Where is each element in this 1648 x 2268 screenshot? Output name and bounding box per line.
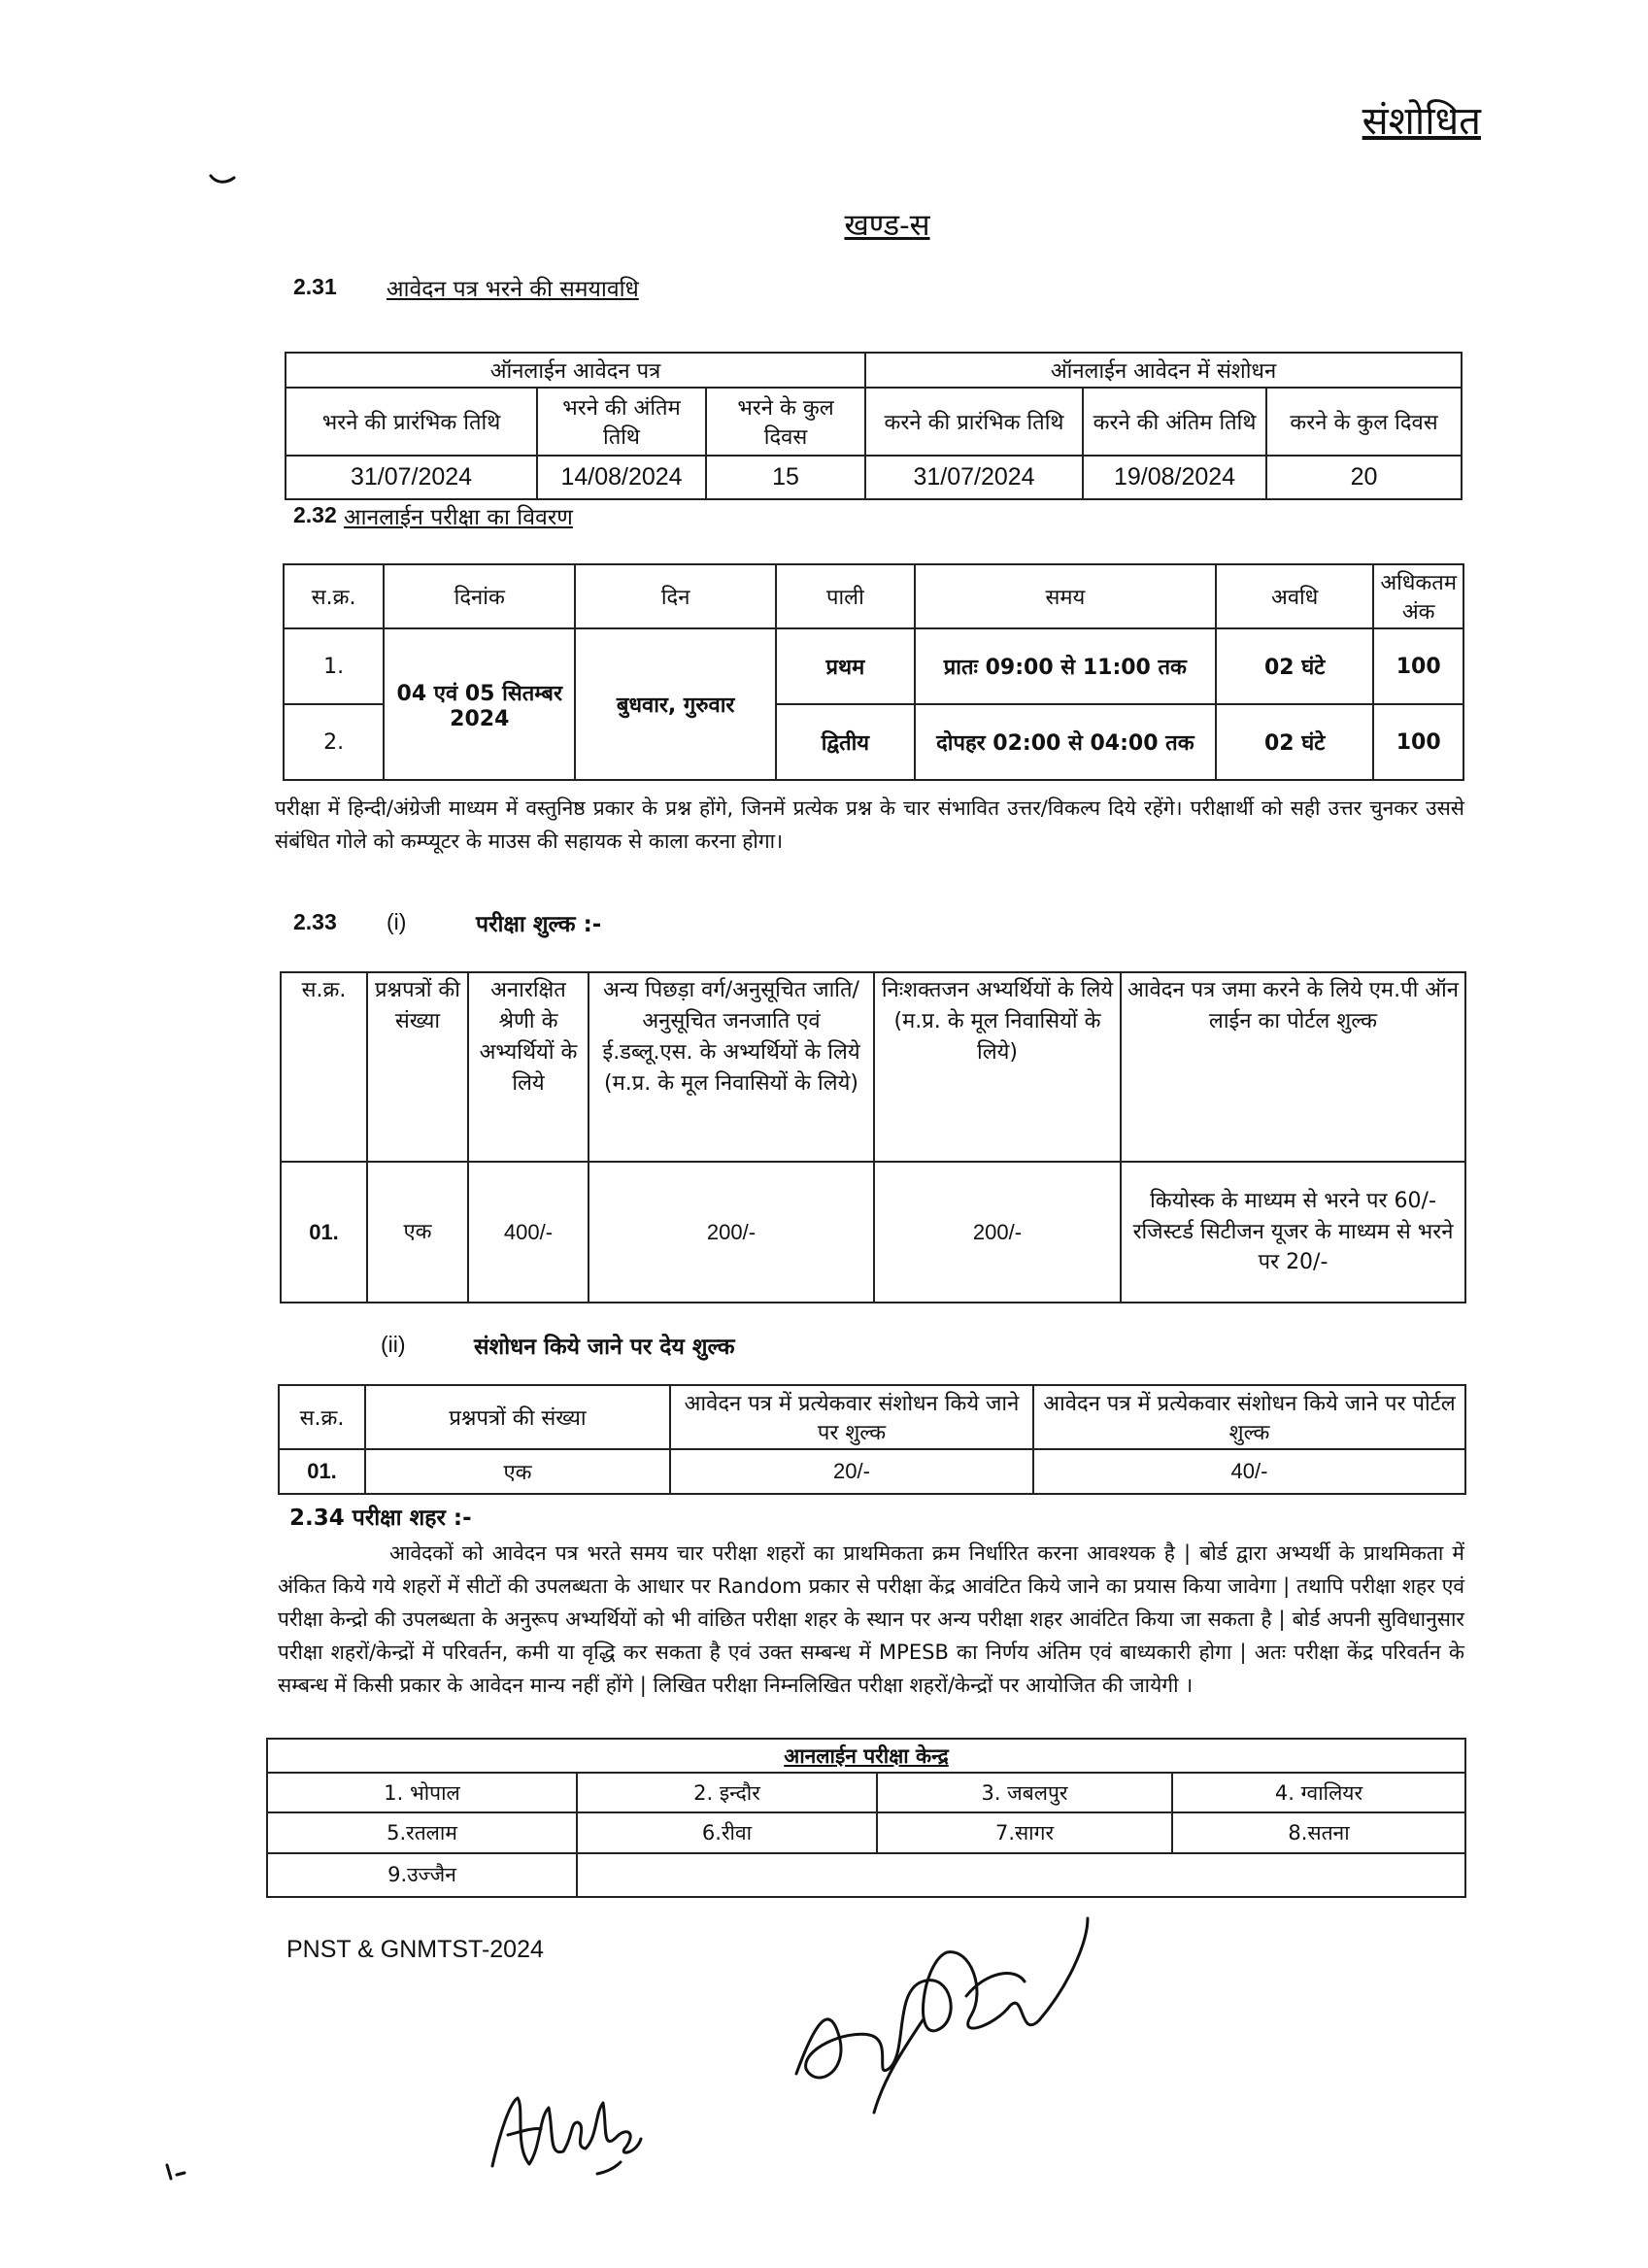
section-2-33-sub-ii: (ii) <box>381 1332 406 1357</box>
empty-cell <box>577 1853 1465 1897</box>
exam-fee-table <box>280 971 1466 1303</box>
city-sagar: 7.सागर <box>877 1812 1172 1852</box>
col-sno: स.क्र. <box>284 564 384 628</box>
city-bhopal: 1. भोपाल <box>267 1773 577 1812</box>
signature-alisha <box>481 2079 646 2185</box>
online-exam-details-table <box>283 563 1464 781</box>
online-application-header: ऑनलाईन आवेदन पत्र <box>286 353 865 388</box>
col-date: दिनांक <box>384 564 575 628</box>
exam-day: बुधवार, गुरुवार <box>575 628 776 780</box>
col-fill-total-days: भरने के कुल दिवस <box>706 388 865 456</box>
corr-col-sno: स.क्र. <box>279 1385 365 1449</box>
corr-col-fee: आवेदन पत्र में प्रत्येकवार संशोधन किये जाने पर शुल्क <box>670 1385 1033 1449</box>
row-2-marks: 100 <box>1373 704 1463 780</box>
corr-col-portal-fee: आवेदन पत्र में प्रत्येकवार संशोधन किये जाने पर पोर्टल शुल्क <box>1033 1385 1465 1449</box>
exam-date: 04 एवं 05 सितम्बर 2024 <box>384 628 575 780</box>
corr-row-papers: एक <box>365 1449 670 1494</box>
correction-start-date: 31/07/2024 <box>865 456 1083 499</box>
fee-col-sno: स.क्र. <box>281 972 367 1162</box>
portal-fee-kiosk: कियोस्क के माध्यम से भरने पर 60/- <box>1150 1188 1436 1213</box>
fee-col-obc-sc-st-ews: अन्य पिछड़ा वर्ग/अनुसूचित जाति/अनुसूचित जनजाति एवं ई.डब्लू.एस. के अभ्यर्थियों के लिये (म.प्र. के मूल निवासियों के लिये) <box>589 972 874 1162</box>
col-time: समय <box>915 564 1216 628</box>
row-2-time: दोपहर 02:00 से 04:00 तक <box>915 704 1216 780</box>
row-2-sno: 2. <box>284 704 384 780</box>
section-2-33-number: 2.33 <box>293 909 337 934</box>
city-jabalpur: 3. जबलपुर <box>877 1773 1172 1812</box>
row-1-marks: 100 <box>1373 628 1463 704</box>
col-correction-end-date: करने की अंतिम तिथि <box>1083 388 1266 456</box>
col-correction-start-date: करने की प्रारंभिक तिथि <box>865 388 1083 456</box>
fee-col-papers: प्रश्नपत्रों की संख्या <box>367 972 468 1162</box>
city-indore: 2. इन्दौर <box>577 1773 877 1812</box>
correction-total-days: 20 <box>1266 456 1462 499</box>
corr-row-portal-fee: 40/- <box>1033 1449 1465 1494</box>
col-fill-start-date: भरने की प्रारंभिक तिथि <box>286 388 537 456</box>
section-2-33-sub-i: (i) <box>387 909 407 934</box>
exam-centres-table <box>266 1738 1466 1898</box>
fee-row-obc: 200/- <box>589 1162 874 1303</box>
correction-fee-table <box>278 1384 1466 1495</box>
section-2-33-title: परीक्षा शुल्क :- <box>476 912 602 937</box>
portal-fee-citizen: रजिस्टर्ड सिटीजन यूजर के माध्यम से भरने पर 20/- <box>1132 1219 1454 1275</box>
col-max-marks: अधिकतम अंक <box>1373 564 1463 628</box>
corr-row-fee: 20/- <box>670 1449 1033 1494</box>
row-2-shift: द्वितीय <box>776 704 915 780</box>
fill-total-days: 15 <box>706 456 865 499</box>
col-correction-total-days: करने के कुल दिवस <box>1266 388 1462 456</box>
correction-end-date: 19/08/2024 <box>1083 456 1266 499</box>
row-1-duration: 02 घंटे <box>1216 628 1373 704</box>
city-gwalior: 4. ग्वालियर <box>1172 1773 1465 1812</box>
city-ratlam: 5.रतलाम <box>267 1812 577 1852</box>
section-2-32-number: 2.32 <box>293 502 337 527</box>
section-2-31-number: 2.31 <box>293 274 337 299</box>
fee-col-unreserved: अनारक्षित श्रेणी के अभ्यर्थियों के लिये <box>468 972 589 1162</box>
fill-end-date: 14/08/2024 <box>537 456 706 499</box>
fee-row-portal <box>1121 1162 1465 1303</box>
exam-pattern-paragraph: परीक्षा में हिन्दी/अंग्रेजी माध्यम में वस्तुनिष्ठ प्रकार के प्रश्न होंगे, जिनमें प्रत्येक प्रश्न के चार संभावित उत्तर/विकल्प दिये रहेंगे। परीक्षार्थी को सही उत्तर चुनकर उससे संबंधित गोले को कम्प्यूटर के माउस की सहायक से काला करना होगा। <box>275 796 1464 854</box>
scan-mark <box>163 2161 192 2185</box>
fee-col-portal: आवेदन पत्र जमा करने के लिये एम.पी ऑन लाईन का पोर्टल शुल्क <box>1121 972 1465 1162</box>
section-2-32-title: आनलाईन परीक्षा का विवरण <box>344 505 573 530</box>
city-satna: 8.सतना <box>1172 1812 1465 1852</box>
row-1-shift: प्रथम <box>776 628 915 704</box>
fee-row-disabled: 200/- <box>874 1162 1121 1303</box>
section-title: खण्ड-स <box>844 208 930 243</box>
correction-fee-title: संशोधन किये जाने पर देय शुल्क <box>474 1335 735 1360</box>
col-day: दिन <box>575 564 776 628</box>
col-duration: अवधि <box>1216 564 1373 628</box>
section-2-31-title: आवेदन पत्र भरने की समयावधि <box>387 277 639 302</box>
row-1-time: प्रातः 09:00 से 11:00 तक <box>915 628 1216 704</box>
row-2-duration: 02 घंटे <box>1216 704 1373 780</box>
revised-label: संशोधित <box>1362 99 1481 144</box>
col-shift: पाली <box>776 564 915 628</box>
corr-col-papers: प्रश्नपत्रों की संख्या <box>365 1385 670 1449</box>
col-fill-end-date: भरने की अंतिम तिथि <box>537 388 706 456</box>
fee-row-sno: 01. <box>281 1162 367 1303</box>
footer-code: PNST & GNMTST-2024 <box>286 1936 544 1963</box>
row-1-sno: 1. <box>284 628 384 704</box>
application-period-table <box>285 352 1463 500</box>
corr-row-sno: 01. <box>279 1449 365 1494</box>
section-2-34-title: 2.34 परीक्षा शहर :- <box>289 1506 472 1531</box>
fee-row-papers: एक <box>367 1162 468 1303</box>
exam-city-paragraph: आवेदकों को आवेदन पत्र भरते समय चार परीक्षा शहरों का प्राथमिकता क्रम निर्धारित करना आवश्यक है | बोर्ड द्वारा अभ्यर्थी के प्राथमिकता में अंकित किये गये शहरों में सीटों की उपलब्धता के आधार पर Random प्रकार से परीक्षा केंद्र आवंटित किये जाने का प्रयास किया जावेगा | तथापि परीक्षा शहर एवं परीक्षा केन्द्रो की उपलब्धता के अनुरूप अभ्यर्थियों को भी वांछित परीक्षा शहर के स्थान पर अन्य परीक्षा शहर आवंटित किया जा सकता है | बोर्ड अपनी सुविधानुसार परीक्षा शहरों/केन्द्रों में परिवर्तन, कमी या वृद्धि कर सकता है एवं उक्त सम्बन्ध में MPESB का निर्णय अंतिम एवं बाध्यकारी होगा | अतः परीक्षा केंद्र परिवर्तन के सम्बन्ध में किसी प्रकार के आवेदन मान्य नहीं होंगे | लिखित परीक्षा निम्नलिखित परीक्षा शहरों/केन्द्रों पर आयोजित की जायेगी । <box>278 1541 1464 1698</box>
exam-centres-header: आनलाईन परीक्षा केन्द्र <box>267 1739 1465 1773</box>
signature-officer <box>777 1904 1097 2137</box>
city-rewa: 6.रीवा <box>577 1812 877 1852</box>
online-correction-header: ऑनलाईन आवेदन में संशोधन <box>865 353 1462 388</box>
fee-row-unreserved: 400/- <box>468 1162 589 1303</box>
scan-mark <box>209 170 238 189</box>
fee-col-disabled: निःशक्तजन अभ्यर्थियों के लिये (म.प्र. के मूल निवासियों के लिये) <box>874 972 1121 1162</box>
fill-start-date: 31/07/2024 <box>286 456 537 499</box>
city-ujjain: 9.उज्जैन <box>267 1853 577 1897</box>
